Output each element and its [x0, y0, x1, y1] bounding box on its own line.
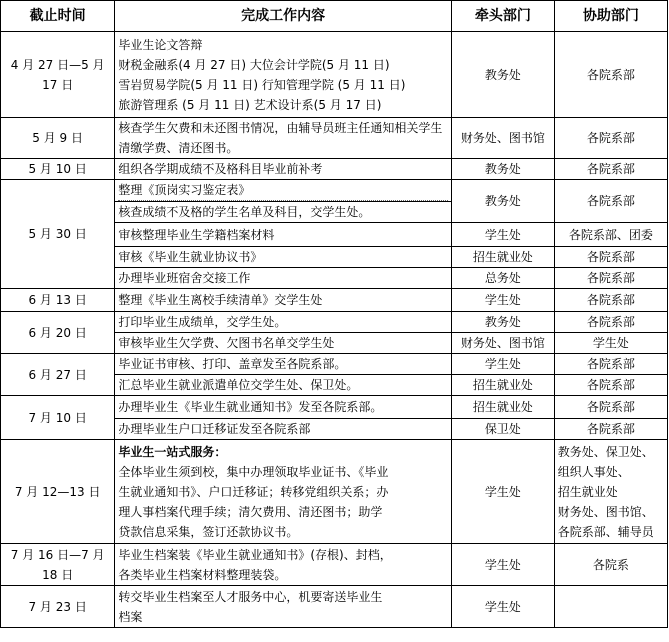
content-line: 整理《顶岗实习鉴定表》	[118, 180, 448, 201]
lead-dept-cell: 教务处	[452, 159, 555, 180]
content-cell: 审核整理毕业生学籍档案材料	[115, 223, 452, 247]
deadline-cell: 7 月 23 日	[1, 586, 115, 628]
lead-dept-cell: 学生处	[452, 223, 555, 247]
table-row	[1, 312, 668, 333]
content-line: 毕业生论文答辩	[118, 37, 203, 52]
assist-line: 教务处、保卫处、	[557, 444, 654, 459]
content-cell: 打印毕业生成绩单，交学生处。	[115, 312, 452, 333]
assist-dept-cell: 各院系部	[554, 289, 667, 312]
deadline-line: 7 月 16 日—7 月	[10, 547, 105, 562]
assist-line: 组织人事处、	[557, 464, 630, 479]
content-cell	[115, 586, 452, 628]
assist-dept-cell: 各院系	[554, 544, 667, 586]
lead-dept-cell: 财务处、图书馆	[452, 118, 555, 159]
lead-dept-cell: 学生处	[452, 440, 555, 544]
lead-dept-cell: 招生就业处	[452, 396, 555, 419]
deadline-cell: 6 月 27 日	[1, 354, 115, 396]
assist-dept-cell: 各院系部	[554, 268, 667, 289]
content-cell: 核查学生欠费和未还图书情况，由辅导员班主任通知相关学生清缴学费、清还图书。	[115, 118, 452, 159]
content-line: 理人事档案代理手续；清欠费用、清还图书；助学	[118, 504, 383, 519]
assist-dept-cell: 各院系部	[554, 32, 667, 118]
table-row	[1, 289, 668, 312]
lead-dept-cell: 财务处、图书馆	[452, 333, 555, 354]
assist-dept-cell: 各院系部	[554, 396, 667, 419]
content-cell: 审核《毕业生就业协议书》	[115, 247, 452, 268]
content-cell: 办理毕业班宿舍交接工作	[115, 268, 452, 289]
table-row	[1, 440, 668, 544]
assist-dept-cell: 各院系部	[554, 180, 667, 223]
table-row	[1, 396, 668, 419]
content-cell	[115, 544, 452, 586]
lead-dept-cell: 教务处	[452, 32, 555, 118]
content-cell	[115, 440, 452, 544]
lead-dept-cell: 教务处	[452, 312, 555, 333]
assist-dept-cell: 各院系部	[554, 159, 667, 180]
deadline-cell: 6 月 13 日	[1, 289, 115, 312]
table-row	[1, 118, 668, 159]
content-line: 毕业生档案装《毕业生就业通知书》(存根)、封档，	[118, 547, 392, 562]
content-cell: 办理毕业生《毕业生就业通知书》发至各院系部。	[115, 396, 452, 419]
lead-dept-cell: 招生就业处	[452, 375, 555, 396]
lead-dept-cell: 学生处	[452, 544, 555, 586]
table-row	[1, 159, 668, 180]
header-lead-dept: 牵头部门	[452, 1, 555, 32]
lead-dept-cell: 学生处	[452, 586, 555, 628]
content-line: 旅游管理系 (5 月 11 日) 艺术设计系(5 月 17 日)	[118, 97, 382, 112]
table-row	[1, 180, 668, 202]
assist-line: 各院系部、辅导员	[557, 524, 654, 539]
assist-dept-cell: 各院系部	[554, 118, 667, 159]
content-cell: 整理《毕业生离校手续清单》交学生处	[115, 289, 452, 312]
content-cell: 毕业证书审核、打印、盖章发至各院系部。	[115, 354, 452, 375]
assist-dept-cell: 学生处	[554, 333, 667, 354]
content-line: 财税金融系(4 月 27 日) 大位会计学院(5 月 11 日)	[118, 57, 390, 72]
deadline-cell: 5 月 9 日	[1, 118, 115, 159]
table-row	[1, 32, 668, 118]
deadline-cell: 5 月 30 日	[1, 180, 115, 289]
assist-line: 财务处、图书馆、	[557, 504, 654, 519]
deadline-line: 18 日	[42, 567, 74, 582]
lead-dept-cell: 学生处	[452, 289, 555, 312]
content-line: 档案	[118, 609, 143, 624]
header-content: 完成工作内容	[115, 1, 452, 32]
content-line: 各类毕业生档案材料整理装袋。	[118, 567, 287, 582]
content-cell	[115, 32, 452, 118]
lead-dept-cell: 保卫处	[452, 419, 555, 440]
content-cell	[115, 180, 452, 202]
lead-dept-cell: 学生处	[452, 354, 555, 375]
content-cell: 办理毕业生户口迁移证发至各院系部	[115, 419, 452, 440]
lead-dept-cell: 总务处	[452, 268, 555, 289]
assist-dept-cell	[554, 586, 667, 628]
assist-dept-cell: 各院系部	[554, 375, 667, 396]
deadline-cell: 5 月 10 日	[1, 159, 115, 180]
table-row	[1, 544, 668, 586]
header-row	[1, 1, 668, 32]
lead-dept-cell: 招生就业处	[452, 247, 555, 268]
service-title: 毕业生一站式服务：	[118, 444, 227, 459]
content-cell: 审核毕业生欠学费、欠图书名单交学生处	[115, 333, 452, 354]
assist-dept-cell	[554, 440, 667, 544]
content-line: 全体毕业生须到校，集中办理领取毕业证书、《毕业	[118, 464, 389, 479]
content-line: 生就业通知书》、户口迁移证；转移党组织关系；办	[118, 484, 389, 499]
assist-dept-cell: 各院系部	[554, 312, 667, 333]
deadline-cell: 6 月 20 日	[1, 312, 115, 354]
table-row	[1, 586, 668, 628]
deadline-cell	[1, 544, 115, 586]
header-assist-dept: 协助部门	[554, 1, 667, 32]
content-line: 转交毕业生档案至人才服务中心，机要寄送毕业生	[118, 589, 383, 604]
content-cell: 组织各学期成绩不及格科目毕业前补考	[115, 159, 452, 180]
lead-dept-cell: 教务处	[452, 180, 555, 223]
content-cell: 汇总毕业生就业派遣单位交学生处、保卫处。	[115, 375, 452, 396]
assist-dept-cell: 各院系部	[554, 247, 667, 268]
header-deadline: 截止时间	[1, 1, 115, 32]
assist-dept-cell: 各院系部	[554, 354, 667, 375]
table-row	[1, 354, 668, 375]
content-cell: 核查成绩不及格的学生名单及科目，交学生处。	[115, 202, 452, 223]
deadline-cell: 4 月 27 日—5 月 17 日	[1, 32, 115, 118]
assist-dept-cell: 各院系部、团委	[554, 223, 667, 247]
assist-dept-cell: 各院系部	[554, 419, 667, 440]
content-line: 雪岩贸易学院(5 月 11 日) 行知管理学院 (5 月 11 日)	[118, 77, 406, 92]
assist-line: 招生就业处	[557, 484, 618, 499]
deadline-cell: 7 月 12—13 日	[1, 440, 115, 544]
deadline-cell: 7 月 10 日	[1, 396, 115, 440]
content-line: 贷款信息采集，签订还款协议书。	[118, 524, 299, 539]
